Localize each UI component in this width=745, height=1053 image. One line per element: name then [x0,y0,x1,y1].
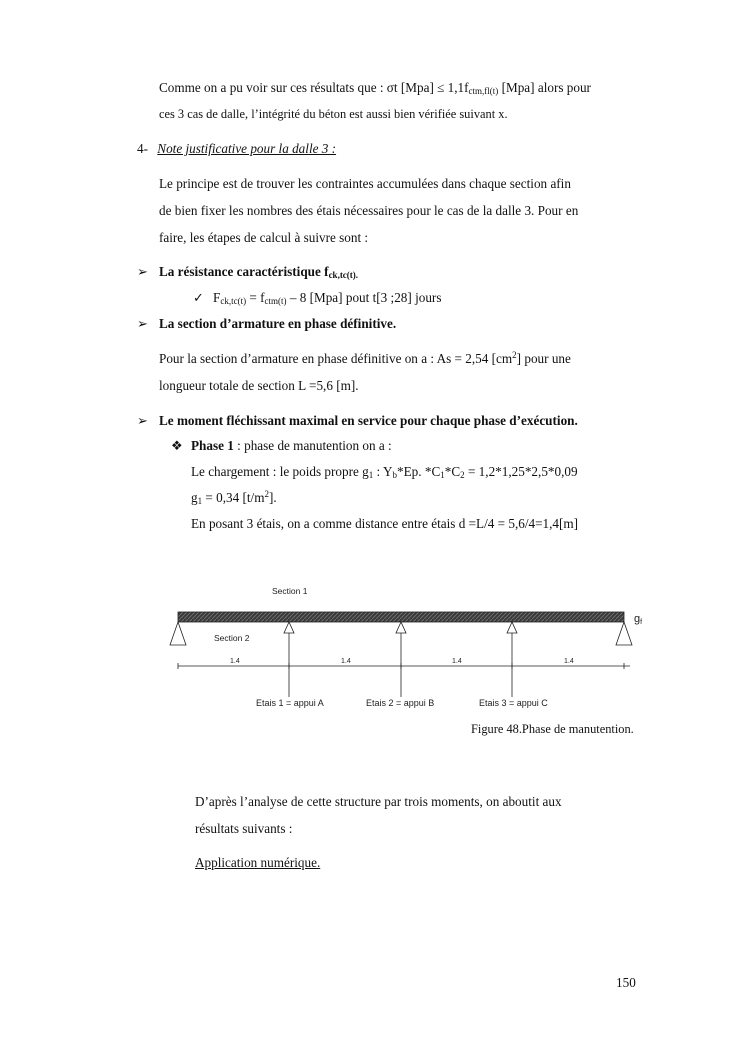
subscript: ck,tc(t). [328,270,359,280]
phase-1-line [191,438,392,454]
superscript: 2 [264,489,269,499]
bullet-2-line-2: longueur totale de section L =5,6 [m]. [159,378,359,393]
section-number: 4- [137,141,148,156]
paragraph-1-line-2 [159,106,508,122]
text: ] pour une [516,351,571,366]
check-icon: ✓ [193,290,204,305]
section-2-label: Section 2 [214,633,250,643]
arrow-bullet-icon: ➢ [137,264,148,279]
subscript: ctm,fl(t) [468,86,499,96]
intro-line-1: Le principe est de trouver les contraintes accumulées dans chaque section afin [159,176,571,191]
support-a-label: Etais 1 = appui A [256,698,324,708]
text: La résistance caractéristique f [159,264,329,279]
arrow-bullet-icon: ➢ [137,413,148,428]
bullet-3-title: Le moment fléchissant maximal en service pour chaque phase d’exécution. [159,413,578,428]
bullet-2-title: La section d’armature en phase définitive. [159,316,397,331]
superscript: 2 [512,350,517,360]
text: *Ep. *C [397,464,441,479]
text: Pour la section d’armature en phase définitive on a : As = 2,54 [cm [159,351,513,366]
g1-line [191,490,277,506]
subscript: b [392,470,398,480]
span-label: 1.4 [230,658,240,665]
conclusion-line-2: résultats suivants : [195,821,293,836]
text: [Mpa] alors pour [498,80,591,95]
diamond-bullet-icon: ❖ [171,438,183,453]
support-left [170,622,186,645]
prop-b [396,622,406,697]
section-1-label: Section 1 [272,586,308,596]
beam [178,612,624,622]
text: Comme on a pu voir sur ces résultats que : σt [Mpa] ≤ 1,1f [159,80,469,95]
application-heading: Application numérique. [195,855,321,870]
text: = f [246,290,265,305]
span-label: 1.4 [452,658,462,665]
text: *C [444,464,461,479]
bullet-2-line-1 [159,351,571,367]
subscript: 1 [197,496,203,506]
text: = 0,34 [t/m [202,490,265,505]
section-title: Note justificative pour la dalle 3 : [157,141,337,156]
subscript: 1 [440,470,445,480]
load-label: gf [634,613,643,626]
intro-line-2: de bien fixer les nombres des étais nécessaires pour le cas de la dalle 3. Pour en [159,203,579,218]
prop-c [507,622,517,697]
text: : phase de manutention on a : [233,438,392,453]
text: F [213,290,221,305]
text: Le chargement : le poids propre g [191,464,369,479]
bullet-1-title [159,264,358,280]
support-right [616,622,632,645]
support-b-label: Etais 2 = appui B [366,698,435,708]
text: ces 3 cas de dalle, l’intégrité du béton est aussi bien vérifiée suivant x. [159,107,508,121]
section-4-heading [137,141,336,157]
span-label: 1.4 [341,658,351,665]
etais-line: En posant 3 étais, on a comme distance entre étais d =L/4 = 5,6/4=1,4[m] [191,516,579,531]
span-label: 1.4 [564,658,574,665]
subscript: ctm(t) [264,296,287,306]
phase-label: Phase 1 [191,438,234,453]
text: – 8 [Mpa] pout t[3 ;28] jours [286,290,442,305]
arrow-bullet-icon: ➢ [137,316,148,331]
text: = 1,2*1,25*2,5*0,09 [464,464,578,479]
text: g [191,490,198,505]
conclusion-line-1: D’après l’analyse de cette structure par trois moments, on aboutit aux [195,794,562,809]
text: ]. [268,490,277,505]
paragraph-1-line-1 [159,80,591,96]
figure-caption: Figure 48.Phase de manutention. [471,722,634,736]
support-c-label: Etais 3 = appui C [479,698,548,708]
charge-line [191,464,578,480]
prop-a [284,622,294,697]
bullet-1-formula [213,290,441,306]
subscript: 1 [368,470,374,480]
subscript: 2 [460,470,465,480]
intro-line-3: faire, les étapes de calcul à suivre sont : [159,230,369,245]
text: : Y [373,464,393,479]
page-number: 150 [616,975,636,990]
subscript: ck,tc(t) [220,296,247,306]
